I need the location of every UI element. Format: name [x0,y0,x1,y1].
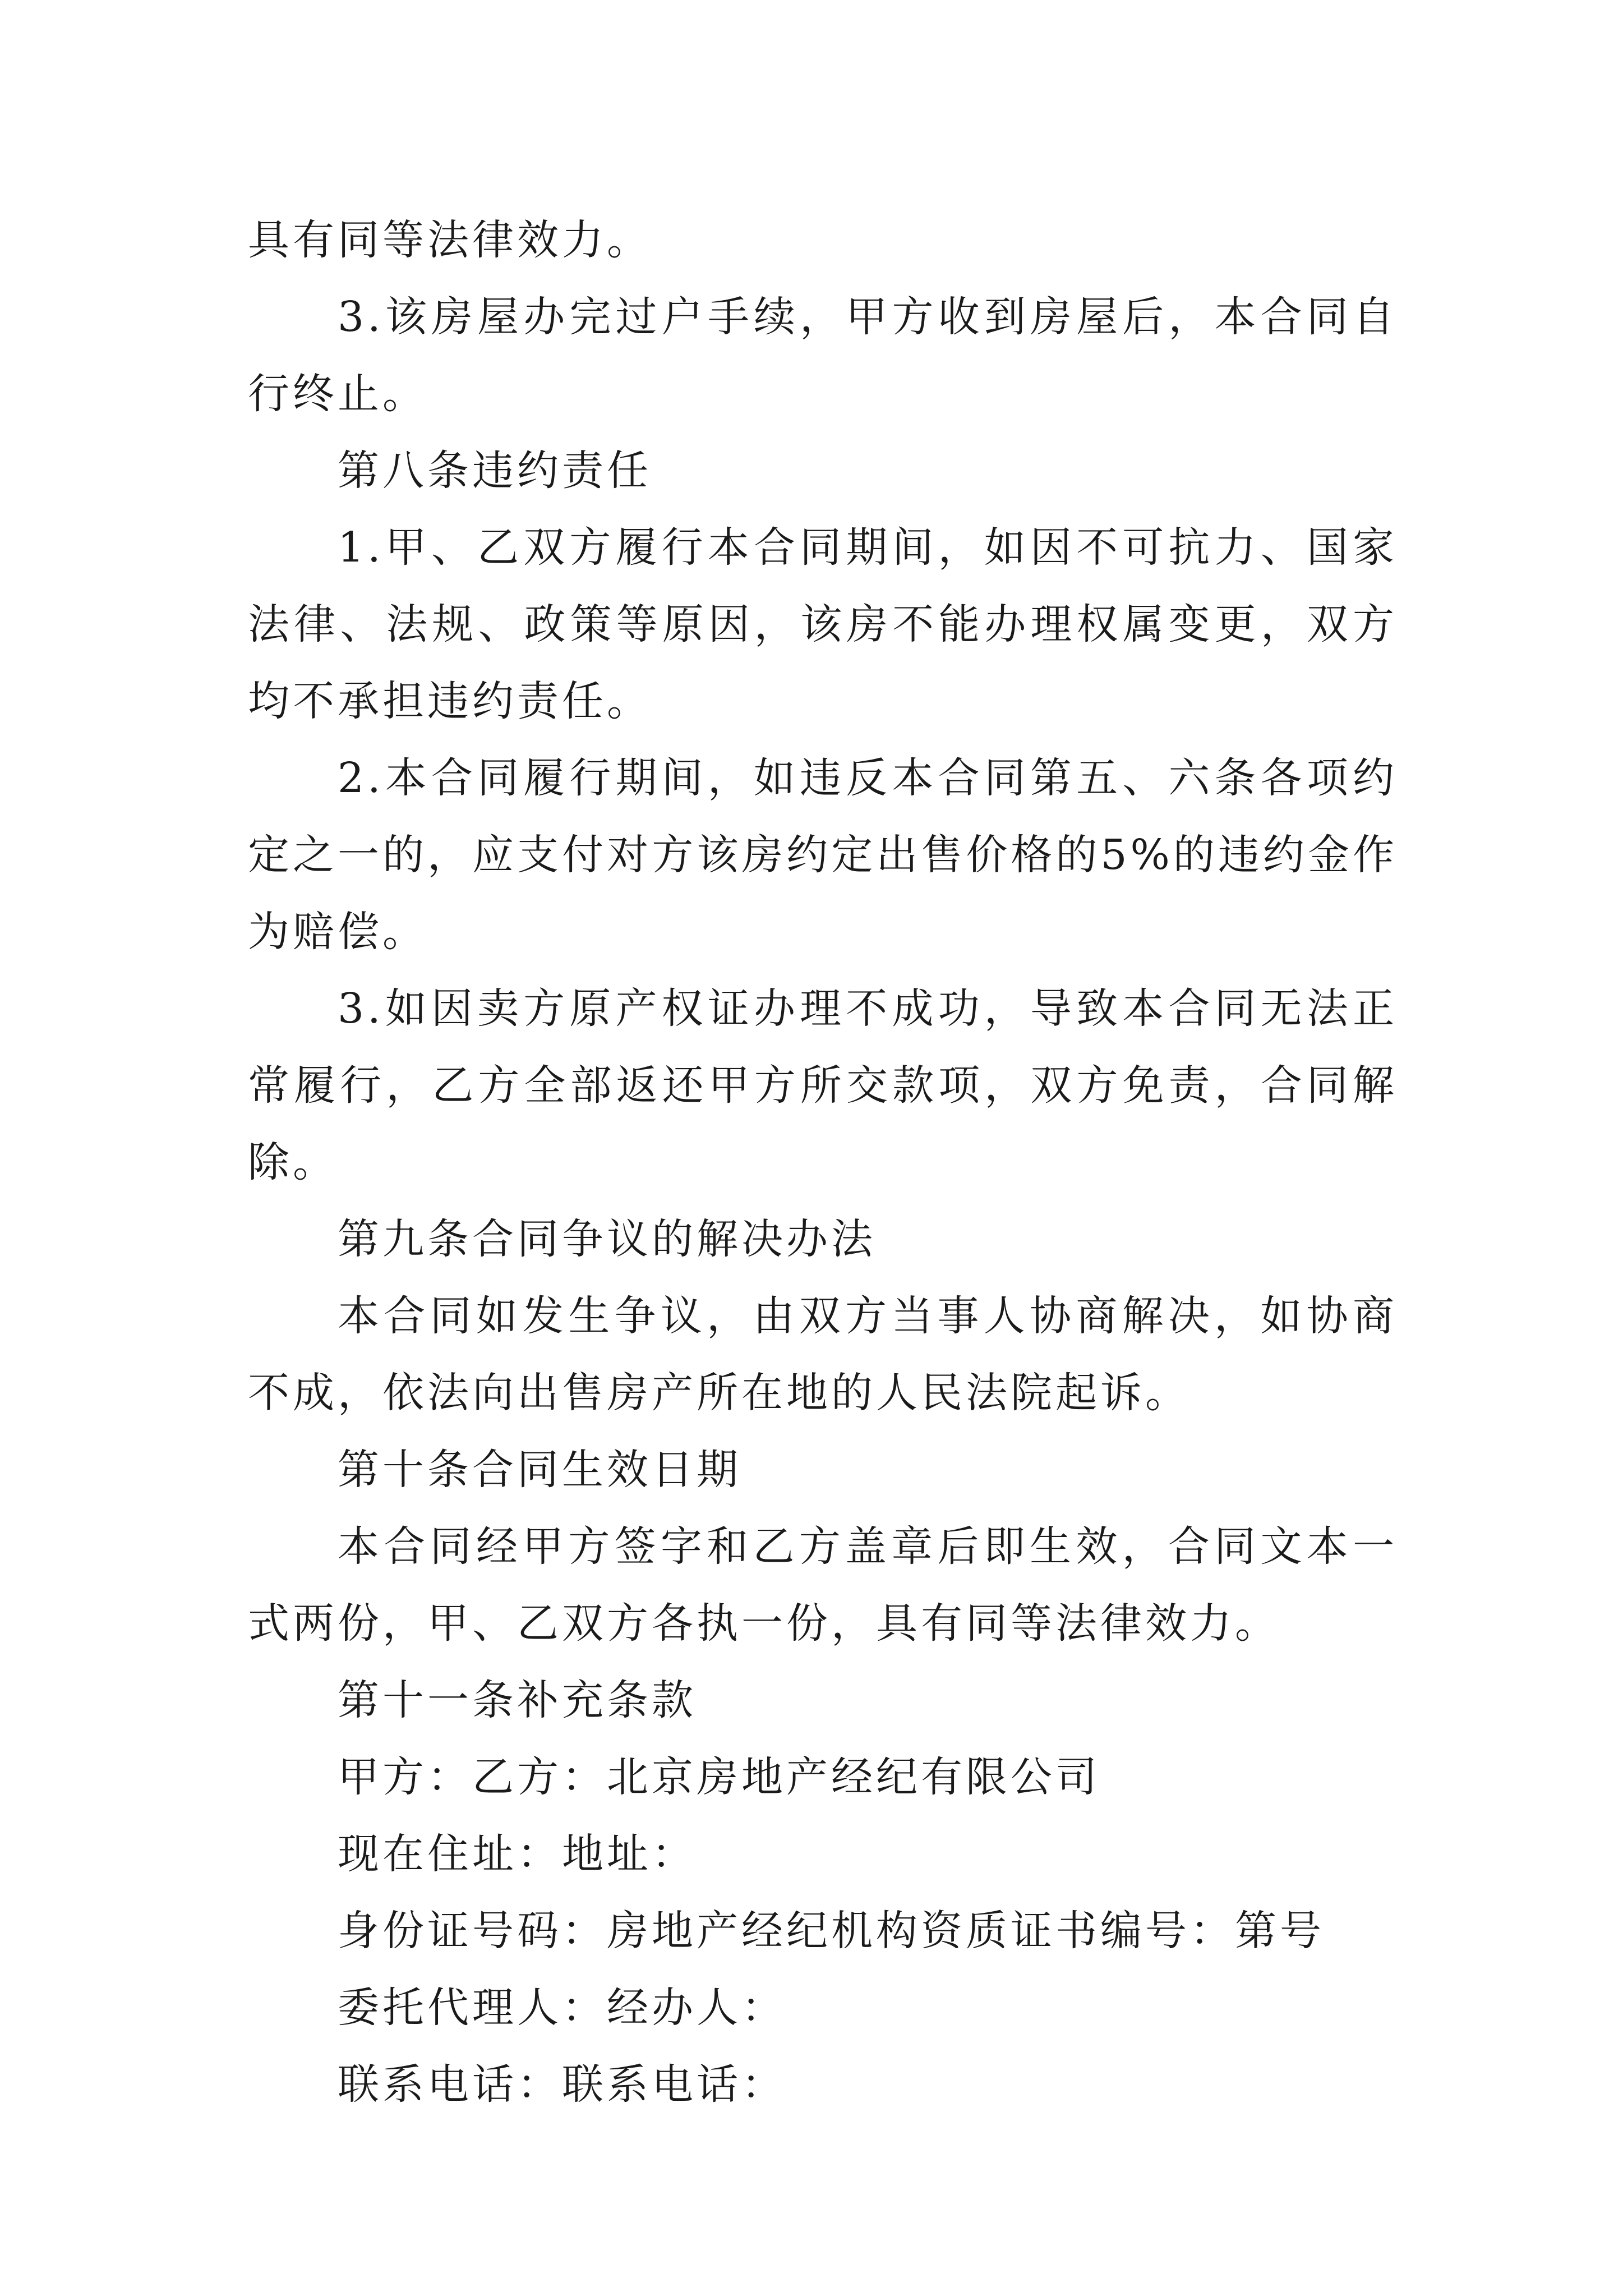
id-number-line: 身份证号码：房地产经纪机构资质证书编号：第号 [338,1907,1325,1955]
heading-article-9: 第九条合同争议的解决办法 [338,1215,876,1263]
party-names-line: 甲方：乙方：北京房地产经纪有限公司 [338,1753,1100,1801]
paragraph-continuation: 具有同等法律效力。 [248,216,652,264]
paragraph-article-10: 本合同经甲方签字和乙方盖章后即生效，合同文本一式两份，甲、乙双方各执一份，具有同等法律效力。 [248,1522,1398,1648]
address-line: 现在住址：地址： [338,1830,697,1878]
heading-article-8: 第八条违约责任 [338,447,652,495]
agent-line: 委托代理人：经办人： [338,1984,786,2032]
paragraph-clause-8-2: 2.本合同履行期间，如违反本合同第五、六条各项约定之一的，应支付对方该房约定出售价格的5%的违约金作为赔偿。 [248,754,1398,956]
paragraph-clause-8-1: 1.甲、乙双方履行本合同期间，如因不可抗力、国家法律、法规、政策等原因，该房不能办理权属变更，双方均不承担违约责任。 [248,523,1398,725]
heading-article-11: 第十一条补充条款 [338,1676,697,1724]
heading-article-10: 第十条合同生效日期 [338,1446,741,1494]
paragraph-clause-7-3: 3.该房屋办完过户手续，甲方收到房屋后，本合同自行终止。 [248,293,1398,418]
paragraph-article-9: 本合同如发生争议，由双方当事人协商解决，如协商不成，依法向出售房产所在地的人民法院起诉。 [248,1292,1398,1417]
paragraph-clause-8-3: 3.如因卖方原产权证办理不成功，导致本合同无法正常履行，乙方全部返还甲方所交款项，双方免责，合同解除。 [248,984,1398,1186]
contract-body [248,202,1398,2123]
phone-line: 联系电话：联系电话： [338,2060,786,2109]
